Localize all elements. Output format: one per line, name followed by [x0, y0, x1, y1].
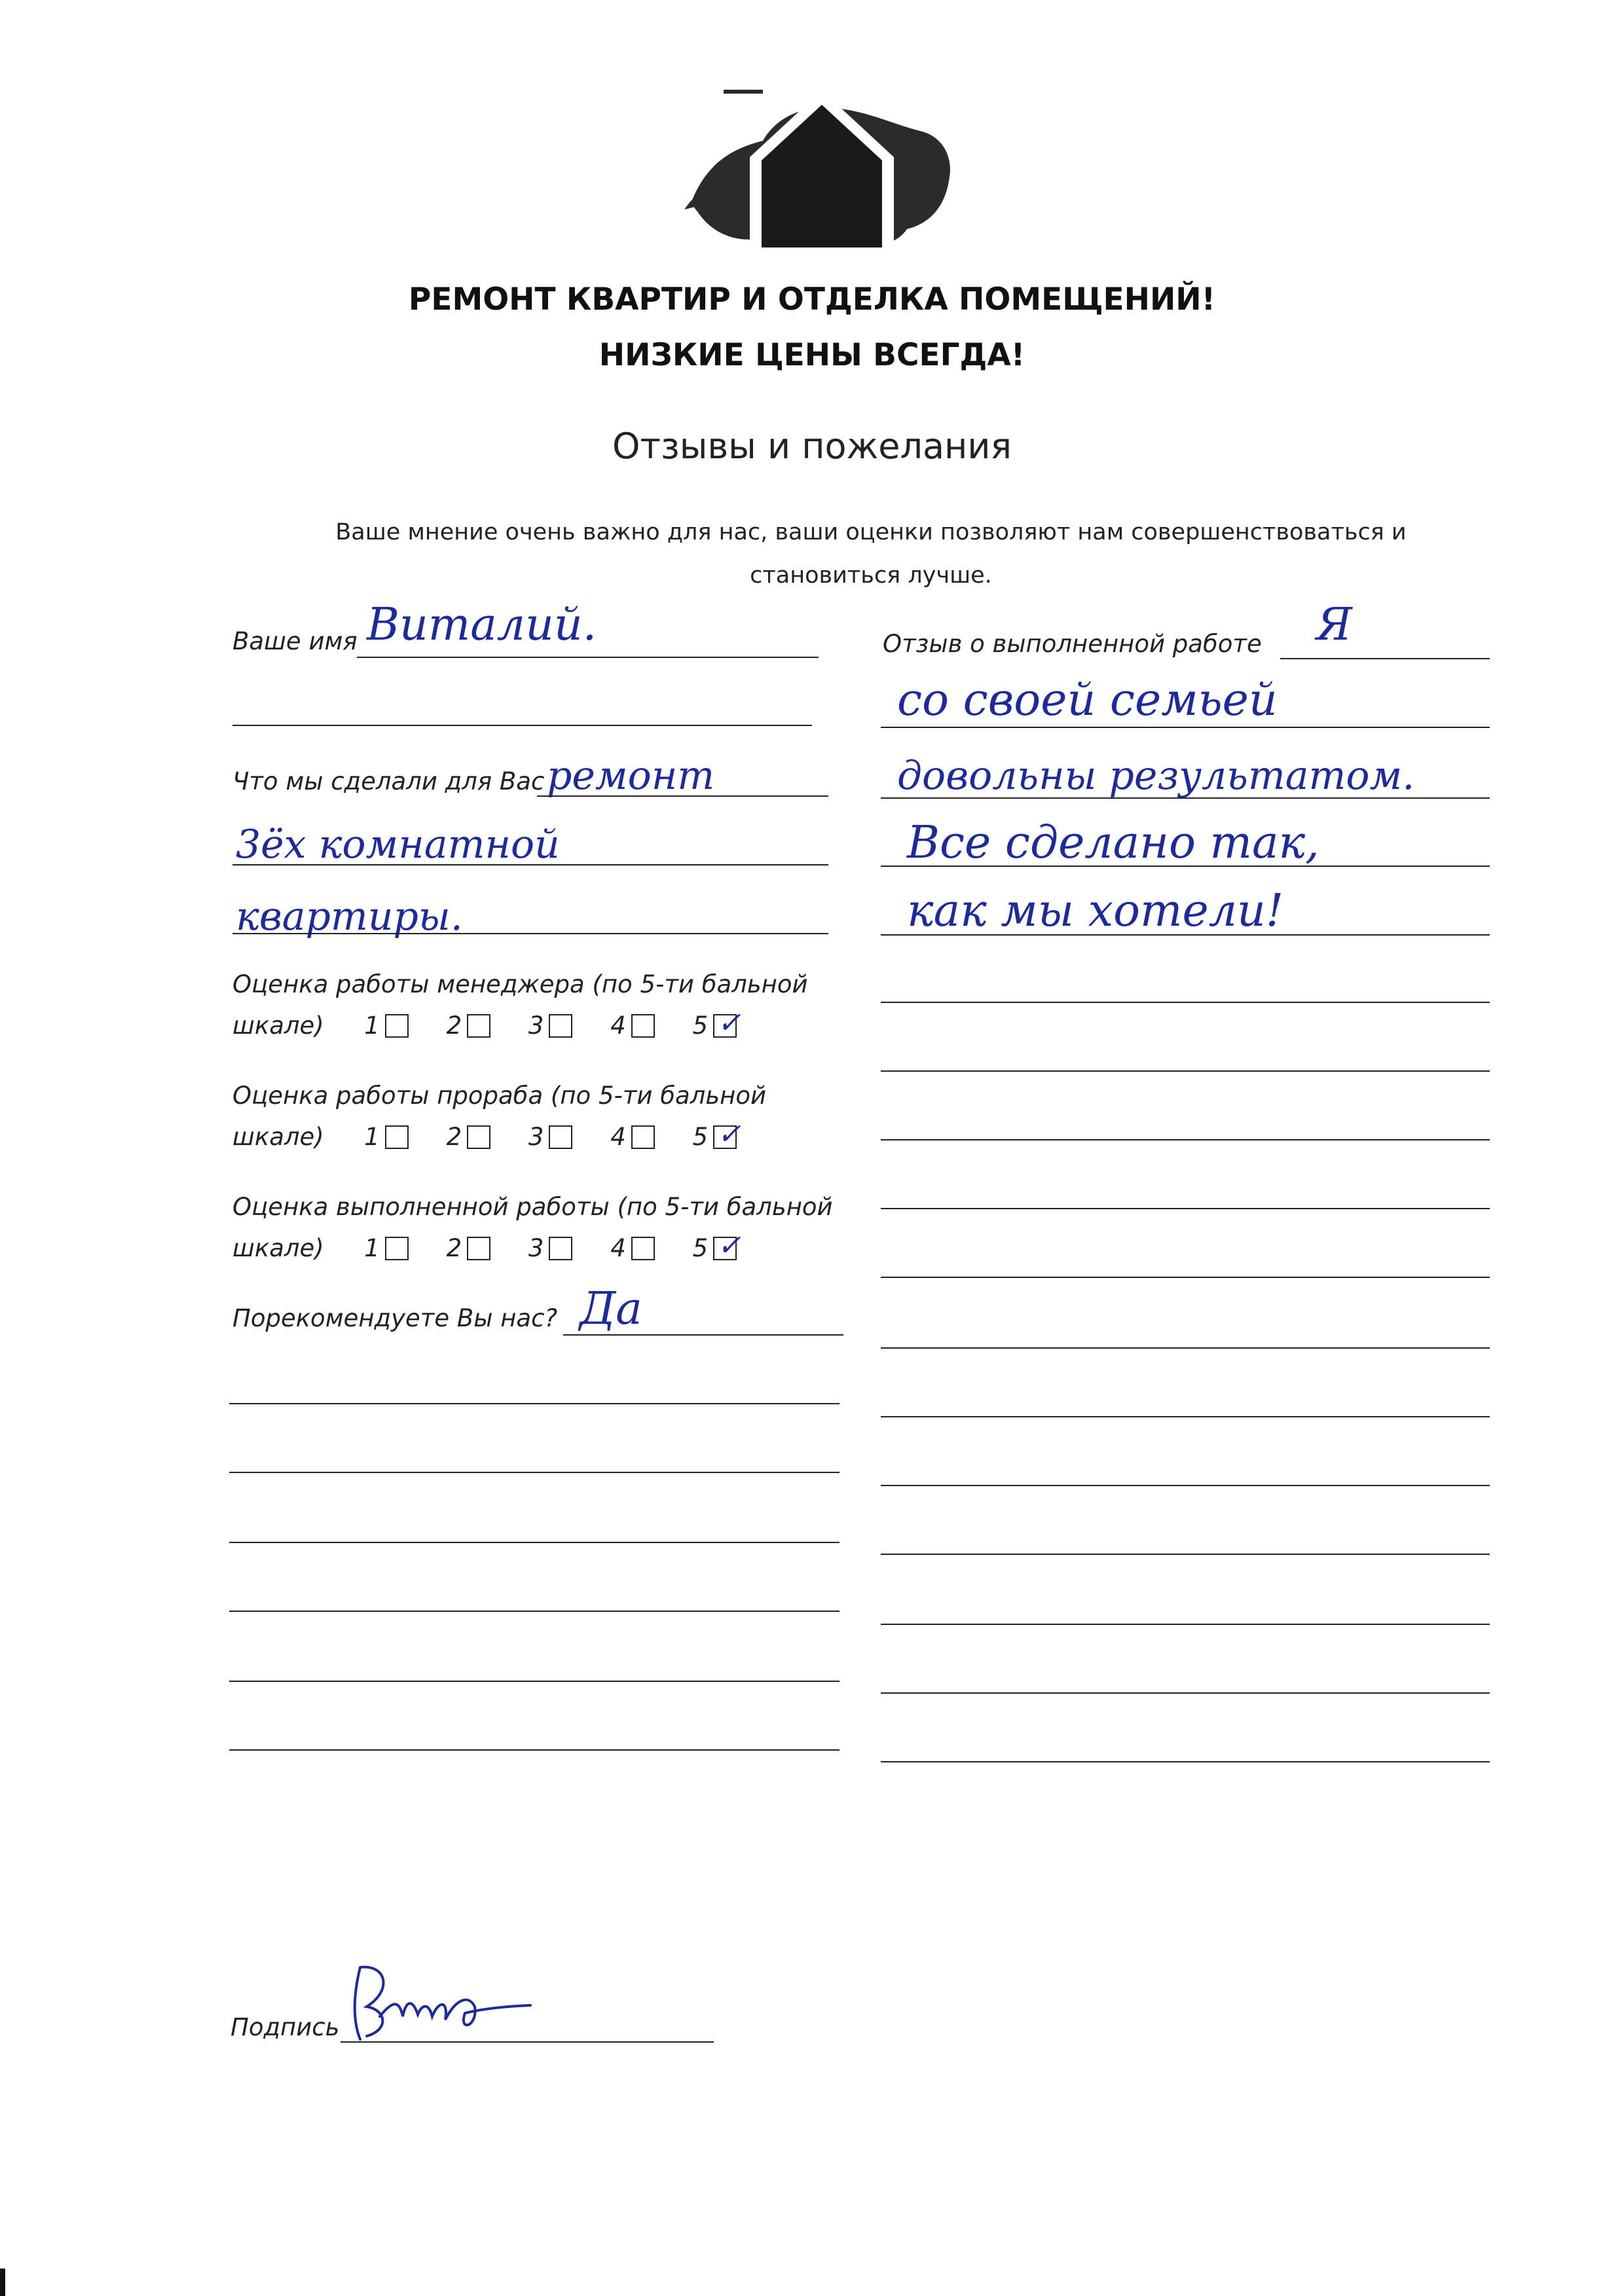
- rating-work-checkbox-5[interactable]: [713, 1229, 741, 1262]
- check-mark-icon: ✓: [717, 1006, 741, 1040]
- rating-foreman-label: Оценка работы прораба (по 5-ти бальной: [232, 1082, 767, 1110]
- check-mark-icon: ✓: [717, 1229, 741, 1262]
- done-label: Что мы сделали для Вас: [232, 767, 545, 795]
- rating-scale-label: шкале): [232, 1123, 324, 1151]
- done-value-3[interactable]: квартиры.: [236, 894, 463, 939]
- left-blank-line-1: [229, 1403, 840, 1404]
- rating-foreman-checkbox-1[interactable]: [385, 1125, 409, 1149]
- intro-text: Ваше мнение очень важно для нас, ваши оценки позволяют нам совершенствоваться и становиться лучше.: [335, 519, 1407, 589]
- review-rule-4: [881, 866, 1490, 867]
- right-blank-line-12: [881, 1761, 1490, 1762]
- left-blank-line-6: [229, 1749, 840, 1751]
- review-rule-5: [881, 934, 1490, 936]
- recommend-line: [563, 1334, 843, 1336]
- rating-foreman-checkbox-2[interactable]: [467, 1125, 490, 1149]
- right-blank-line-10: [881, 1624, 1490, 1625]
- rating-work-checkbox-4[interactable]: [631, 1237, 655, 1260]
- review-rule-2: [881, 727, 1490, 728]
- right-blank-line-9: [881, 1554, 1490, 1555]
- right-blank-line-3: [881, 1139, 1490, 1140]
- rating-work-checkbox-3[interactable]: [549, 1237, 572, 1260]
- done-value-2[interactable]: 3ёх комнатной: [236, 822, 560, 867]
- left-blank-line-2: [229, 1472, 840, 1473]
- rating-manager-checkbox-2[interactable]: [467, 1014, 490, 1038]
- page-title: Отзывы и пожелания: [612, 426, 1012, 467]
- rating-foreman-checkbox-3[interactable]: [549, 1125, 572, 1149]
- done-line-2: [232, 864, 828, 866]
- name-label: Ваше имя: [232, 627, 358, 655]
- done-line-1: [537, 795, 828, 797]
- left-blank-line-5: [229, 1681, 840, 1682]
- rating-work-label: Оценка выполненной работы (по 5-ти бальной: [232, 1193, 833, 1221]
- rating-manager-checkbox-4[interactable]: [631, 1014, 655, 1038]
- rating-foreman-checkbox-4[interactable]: [631, 1125, 655, 1149]
- signature-label: Подпись: [231, 2013, 340, 2041]
- right-blank-line-5: [881, 1277, 1490, 1278]
- rating-manager-checkbox-1[interactable]: [385, 1014, 409, 1038]
- review-line-1[interactable]: Я: [1316, 599, 1352, 651]
- done-line-3: [232, 933, 828, 934]
- review-line-5[interactable]: как мы хотели!: [907, 885, 1284, 937]
- header-line-1: РЕМОНТ КВАРТИР И ОТДЕЛКА ПОМЕЩЕНИЙ!: [408, 282, 1216, 318]
- rating-work-checkbox-1[interactable]: [385, 1237, 409, 1260]
- left-blank-line-3: [229, 1542, 840, 1543]
- rating-manager-checkbox-5[interactable]: [713, 1006, 741, 1040]
- right-blank-line-6: [881, 1347, 1490, 1349]
- rating-foreman-row: шкале) 1 2 3 4 5 ✓: [232, 1118, 741, 1151]
- rating-manager-checkbox-3[interactable]: [549, 1014, 572, 1038]
- left-blank-line-4: [229, 1611, 840, 1612]
- done-value-1[interactable]: ремонт: [547, 753, 715, 799]
- handwritten-signature[interactable]: [341, 1954, 537, 2052]
- rating-work-row: шкале) 1 2 3 4 5 ✓: [232, 1229, 741, 1262]
- right-blank-line-4: [881, 1208, 1490, 1209]
- check-mark-icon: ✓: [717, 1118, 741, 1151]
- rating-manager-label: Оценка работы менеджера (по 5-ти бальной: [232, 970, 808, 998]
- name-line-2: [232, 725, 812, 726]
- rating-scale-label: шкале): [232, 1011, 324, 1040]
- name-value[interactable]: Виталий.: [367, 599, 597, 651]
- review-line-2[interactable]: со своей семьей: [897, 674, 1278, 726]
- name-line: [357, 657, 819, 658]
- header-line-2: НИЗКИЕ ЦЕНЫ ВСЕГДА!: [599, 337, 1025, 373]
- right-blank-line-2: [881, 1070, 1490, 1072]
- rating-foreman-checkbox-5[interactable]: [713, 1118, 741, 1151]
- review-line-3[interactable]: довольны результатом.: [897, 753, 1415, 799]
- scan-edge-mark: [0, 2269, 5, 2296]
- right-blank-line-7: [881, 1416, 1490, 1417]
- right-blank-line-11: [881, 1692, 1490, 1694]
- review-rule-1: [1280, 658, 1490, 659]
- right-blank-line-8: [881, 1485, 1490, 1486]
- rating-work-checkbox-2[interactable]: [467, 1237, 490, 1260]
- house-brush-logo: [684, 79, 959, 275]
- recommend-value[interactable]: Да: [580, 1283, 642, 1335]
- rating-manager-row: шкале) 1 2 3 4 5 ✓: [232, 1006, 741, 1040]
- rating-scale-label: шкале): [232, 1234, 324, 1262]
- right-blank-line-1: [881, 1002, 1490, 1003]
- review-label: Отзыв о выполненной работе: [883, 630, 1262, 658]
- review-rule-3: [881, 797, 1490, 799]
- review-line-4[interactable]: Все сделано так,: [907, 817, 1320, 869]
- recommend-label: Порекомендуете Вы нас?: [232, 1304, 558, 1332]
